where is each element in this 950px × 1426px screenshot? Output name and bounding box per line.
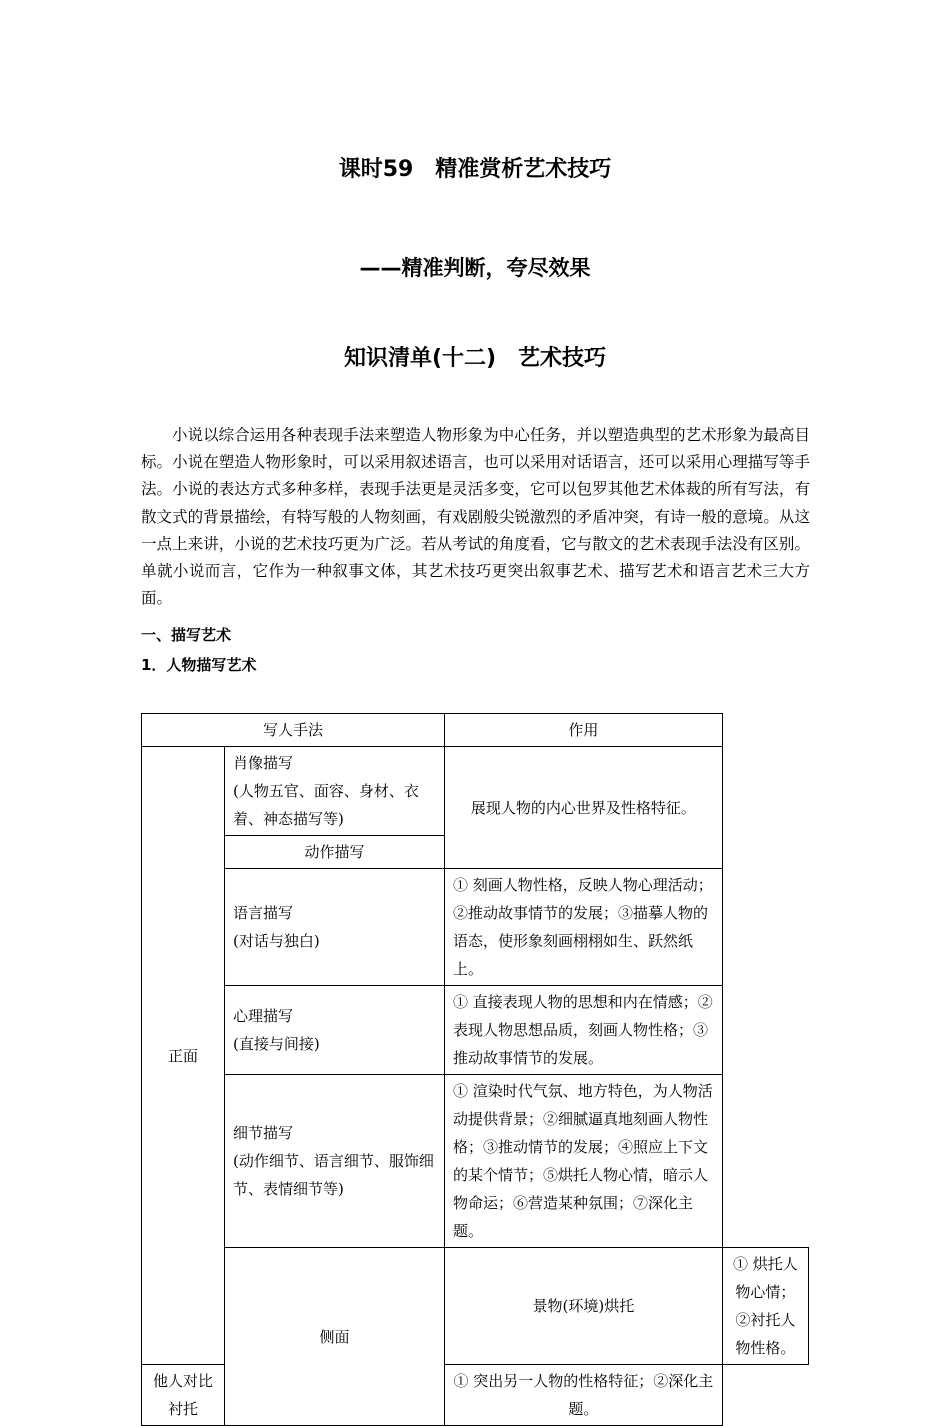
table-row	[142, 747, 809, 836]
method-portrait	[225, 747, 445, 836]
effect-detail: ① 渲染时代气氛、地方特色，为人物活动提供背景；②细腻逼真地刻画人物性格；③推动情节的发展；④照应上下文的某个情节；⑤烘托人物心情，暗示人物命运；⑥营造某种氛围；⑦深化主题。	[445, 1075, 723, 1248]
method-scene: 景物(环境)烘托	[445, 1248, 723, 1365]
effect-contrast: ① 突出另一人物的性格特征；②深化主题。	[445, 1365, 723, 1426]
header-effect: 作用	[445, 714, 723, 747]
effect-language: ① 刻画人物性格，反映人物心理活动；②推动故事情节的发展；③描摹人物的语态，使形象刻画栩栩如生、跃然纸上。	[445, 869, 723, 986]
language-note: (对话与独白)	[233, 932, 320, 950]
language-label: 语言描写	[233, 904, 294, 922]
effect-psych: ① 直接表现人物的思想和内在情感；②表现人物思想品质，刻画人物性格；③推动故事情节的发展。	[445, 986, 723, 1075]
table-row	[142, 1248, 809, 1365]
method-contrast: 他人对比衬托	[142, 1365, 225, 1426]
method-language	[225, 869, 445, 986]
method-psych	[225, 986, 445, 1075]
effect-portrait-action: 展现人物的内心世界及性格特征。	[445, 747, 723, 869]
table-row	[142, 986, 809, 1075]
psych-note: (直接与间接)	[233, 1035, 320, 1053]
character-description-table	[141, 713, 809, 1426]
method-action: 动作描写	[225, 836, 445, 869]
section-title: 知识清单(十二) 艺术技巧	[343, 346, 607, 371]
table-header-row	[142, 714, 809, 747]
lesson-title: 课时59 精准赏析艺术技巧	[338, 157, 612, 182]
heading-character-description: 1．人物描写艺术	[141, 656, 257, 674]
detail-note: (动作细节、语言细节、服饰细节、表情细节等)	[233, 1152, 434, 1198]
group-side: 侧面	[225, 1248, 445, 1426]
portrait-label: 肖像描写	[233, 754, 294, 772]
detail-label: 细节描写	[233, 1124, 294, 1142]
group-front: 正面	[142, 747, 225, 1365]
header-method: 写人手法	[142, 714, 445, 747]
subtitle: ——精准判断，夸尽效果	[359, 256, 591, 280]
table-row	[142, 869, 809, 986]
portrait-note: (人物五官、面容、身材、衣着、神态描写等)	[233, 782, 419, 828]
method-detail	[225, 1075, 445, 1248]
table-row	[142, 1075, 809, 1248]
heading-description-art: 一、描写艺术	[141, 626, 232, 644]
effect-scene: ① 烘托人物心情；②衬托人物性格。	[722, 1248, 808, 1365]
psych-label: 心理描写	[233, 1007, 294, 1025]
intro-paragraph: 小说以综合运用各种表现手法来塑造人物形象为中心任务，并以塑造典型的艺术形象为最高目标。小说在塑造人物形象时，可以采用叙述语言，也可以采用对话语言，还可以采用心理描写等手法。小说的表达方式多种多样，表现手法更是灵活多变，它可以包罗其他艺术体裁的所有写法，有散文式的背景描绘，有特写般的人物刻画，有戏剧般尖锐激烈的矛盾冲突，有诗一般的意境。从这一点上来讲，小说的艺术技巧更为广泛。若从考试的角度看，它与散文的艺术表现手法没有区别。单就小说而言，它作为一种叙事文体，其艺术技巧更突出叙事艺术、描写艺术和语言艺术三大方面。	[141, 426, 810, 608]
